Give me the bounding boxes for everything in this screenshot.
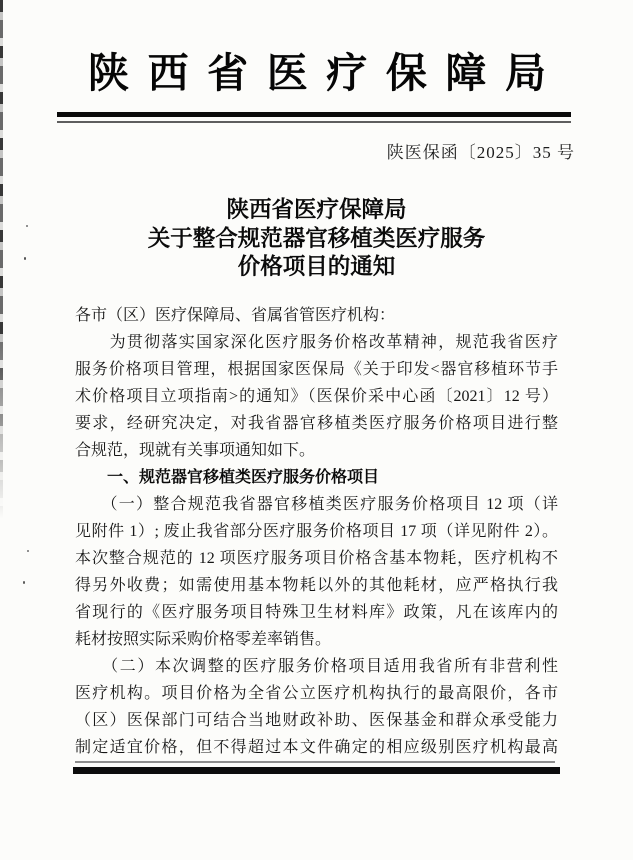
scan-speck <box>24 257 26 260</box>
letterhead-character: 疗 <box>326 50 368 96</box>
page-bottom-scan-line-thin <box>75 761 555 763</box>
body-line: 本次整合规范的 12 项医疗服务项目价格含基本物耗，医疗机构不 <box>75 550 558 567</box>
letterhead-character: 省 <box>207 50 249 96</box>
document-title-line-2: 关于整合规范器官移植类医疗服务 <box>147 225 486 251</box>
letterhead-org-name <box>88 50 546 97</box>
letterhead-character: 障 <box>445 50 487 96</box>
document-title-line-3: 价格项目的通知 <box>237 254 396 279</box>
body-line: 省现行的《医疗服务项目特殊卫生材料库》政策，凡在该库内的 <box>75 604 558 621</box>
letterhead-character: 局 <box>504 50 546 96</box>
document-title <box>0 196 633 282</box>
document-body <box>75 302 558 761</box>
scan-speck <box>26 225 28 227</box>
body-line: 见附件 1）; 废止我省部分医疗服务价格项目 17 项（详见附件 2）。 <box>75 523 558 540</box>
document-title-line-1: 陕西省医疗保障局 <box>226 197 407 222</box>
letterhead-character: 医 <box>266 50 308 96</box>
body-line: （区）医保部门可结合当地财政补助、医保基金和群众承受能力 <box>75 712 558 729</box>
body-line-salutation: 各市（区）医疗保障局、省属省管医疗机构： <box>75 307 396 324</box>
body-line: 耗材按照实际采购价格零差率销售。 <box>75 631 332 648</box>
page-bottom-scan-line-thick <box>73 767 560 774</box>
body-line: 术价格项目立项指南>的通知》（医保价采中心函〔2021〕12 号） <box>75 388 558 405</box>
body-line: 得另外收费；如需使用基本物耗以外的其他耗材，应严格执行我 <box>75 577 558 594</box>
letterhead-character: 保 <box>385 50 427 96</box>
body-line: 服务价格项目管理，根据国家医保局《关于印发<器官移植环节手 <box>75 361 558 378</box>
letterhead-character: 陕 <box>88 50 129 96</box>
scan-speck <box>27 550 29 552</box>
letterhead-rule-shadow <box>57 121 571 123</box>
document-number: 陕医保函〔2025〕35 号 <box>386 143 575 162</box>
letterhead-rule <box>57 112 571 117</box>
body-line: 合规范，现就有关事项通知如下。 <box>75 442 316 459</box>
body-line: 要求，经研究决定，对我省器官移植类医疗服务价格项目进行整 <box>75 415 558 432</box>
body-line: 为贯彻落实国家深化医疗服务价格改革精神，规范我省医疗 <box>75 334 558 351</box>
scan-speck <box>23 581 25 584</box>
body-line: （一）整合规范我省器官移植类医疗服务价格项目 12 项（详 <box>75 496 558 513</box>
body-line: 医疗机构。项目价格为全省公立医疗机构执行的最高限价，各市 <box>75 685 558 702</box>
letterhead-character: 西 <box>147 50 189 96</box>
body-line: （二）本次调整的医疗服务价格项目适用我省所有非营利性 <box>75 658 558 675</box>
body-line: 制定适宜价格，但不得超过本文件确定的相应级别医疗机构最高 <box>75 739 558 756</box>
body-section-heading: 一、规范器官移植类医疗服务价格项目 <box>75 469 380 486</box>
